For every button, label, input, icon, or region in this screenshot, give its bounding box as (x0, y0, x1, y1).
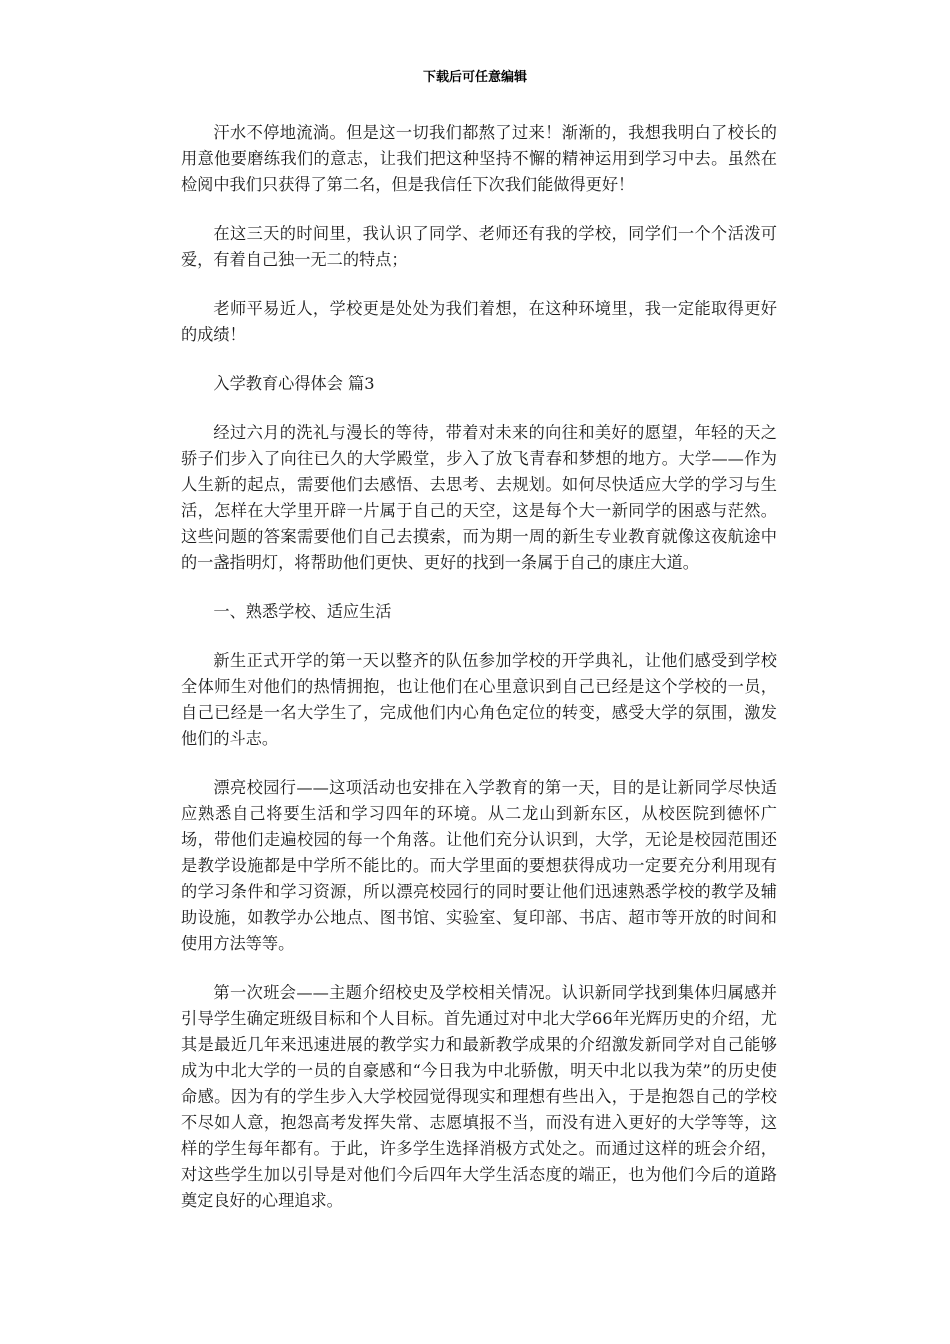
paragraph: 漂亮校园行——这项活动也安排在入学教育的第一天，目的是让新同学尽快适应熟悉自己将要生活和学习四年的环境。从二龙山到新东区，从校医院到德怀广场，带他们走遍校园的每一个角落。让他们充分认识到，大学，无论是校园范围还是教学设施都是中学所不能比的。而大学里面的要想获得成功一定要充分利用现有的学习条件和学习资源，所以漂亮校园行的同时要让他们迅速熟悉学校的教学及辅助设施，如教学办公地点、图书馆、实验室、复印部、书店、超市等开放的时间和使用方法等等。 (181, 778, 777, 953)
paragraph: 汗水不停地流淌。但是这一切我们都熬了过来！渐渐的，我想我明白了校长的用意他要磨练我们的意志，让我们把这种坚持不懈的精神运用到学习中去。虽然在检阅中我们只获得了第二名，但是我信任下次我们能做得更好！ (181, 123, 777, 194)
section-heading: 一、熟悉学校、适应生活 (213, 602, 392, 621)
paragraph: 在这三天的时间里，我认识了同学、老师还有我的学校，同学们一个个活泼可爱，有着自己独一无二的特点； (181, 224, 777, 269)
section-title: 入学教育心得体会 篇3 (213, 374, 375, 393)
paragraph: 第一次班会——主题介绍校史及学校相关情况。认识新同学找到集体归属感并引导学生确定班级目标和个人目标。首先通过对中北大学66年光辉历史的介绍，尤其是最近几年来迅速进展的教学实力和最新教学成果的介绍激发新同学对自己能够成为中北大学的一员的自豪感和“今日我为中北骄傲，明天中北以我为荣”的历史使命感。因为有的学生步入大学校园觉得现实和理想有些出入，于是抱怨自己的学校不尽如人意，抱怨高考发挥失常、志愿填报不当，而没有进入更好的大学等等，这样的学生每年都有。于此，许多学生选择消极方式处之。而通过这样的班会介绍，对这些学生加以引导是对他们今后四年大学生活态度的端正，也为他们今后的道路奠定良好的心理追求。 (181, 983, 777, 1210)
document-body (181, 120, 777, 1237)
page-header: 下载后可任意编辑 (422, 70, 527, 85)
paragraph: 新生正式开学的第一天以整齐的队伍参加学校的开学典礼，让他们感受到学校全体师生对他们的热情拥抱，也让他们在心里意识到自己已经是这个学校的一员，自己已经是一名大学生了，完成他们内心角色定位的转变，感受大学的氛围，激发他们的斗志。 (181, 651, 777, 748)
paragraph: 老师平易近人，学校更是处处为我们着想，在这种环境里，我一定能取得更好的成绩！ (181, 299, 777, 344)
paragraph: 经过六月的洗礼与漫长的等待，带着对未来的向往和美好的愿望，年轻的天之骄子们步入了向往已久的大学殿堂，步入了放飞青春和梦想的地方。大学——作为人生新的起点，需要他们去感悟、去思考、去规划。如何尽快适应大学的学习与生活，怎样在大学里开辟一片属于自己的天空，这是每个大一新同学的困惑与茫然。这些问题的答案需要他们自己去摸索，而为期一周的新生专业教育就像这夜航途中的一盏指明灯，将帮助他们更快、更好的找到一条属于自己的康庄大道。 (181, 423, 777, 572)
